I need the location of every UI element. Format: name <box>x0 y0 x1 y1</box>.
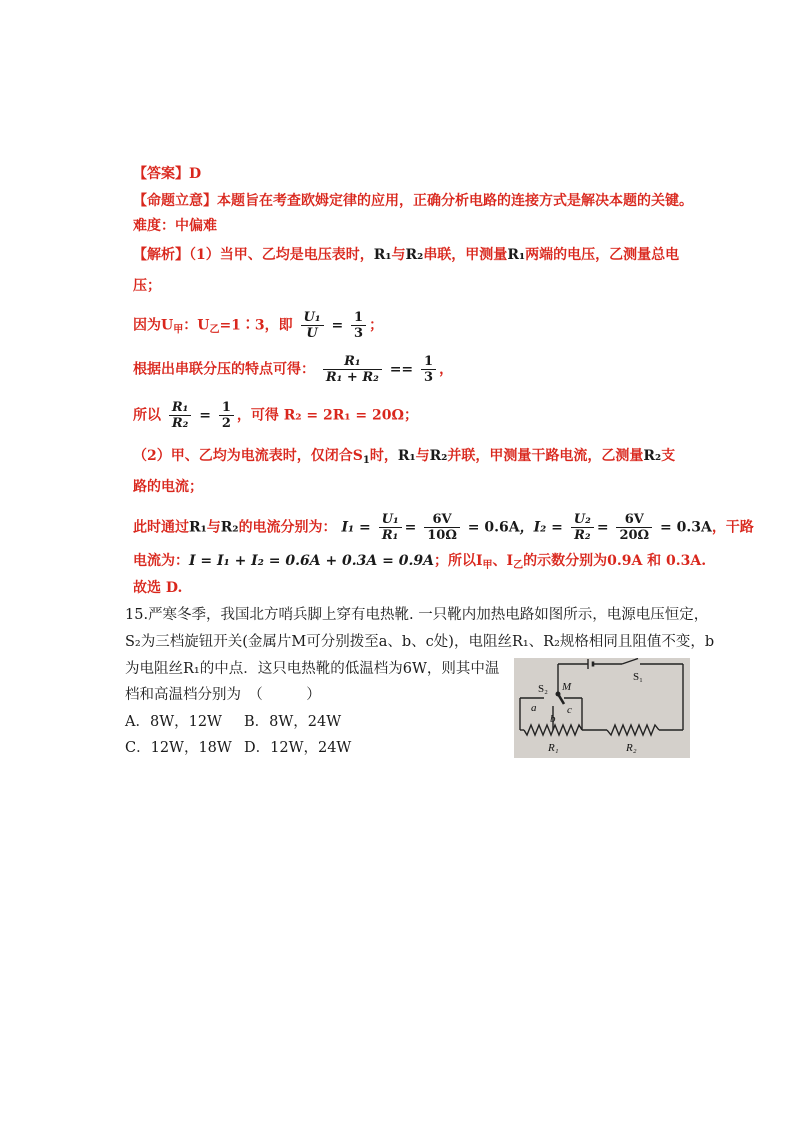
r1-symbol: R₁ <box>373 247 392 263</box>
resistor-r2 <box>607 725 659 735</box>
i1-equation: I₁ = <box>341 519 371 536</box>
label-b: b <box>550 713 556 725</box>
i2-value: = 0.3A <box>659 519 712 536</box>
fraction-numerator: R₁ <box>169 400 192 416</box>
i1-value: = 0.6A <box>467 519 520 536</box>
analysis-text: 支 <box>661 448 676 464</box>
fraction-denominator: 10Ω <box>427 528 457 543</box>
analysis-text: ； <box>369 317 384 334</box>
circuit-diagram <box>514 658 690 758</box>
analysis-text: 并联，甲测量干路电流，乙测量 <box>447 448 644 464</box>
part2-line-2 <box>133 477 203 497</box>
intent-line <box>133 191 693 211</box>
fraction-numerator: 6V <box>616 512 652 528</box>
label-m: M <box>562 681 572 693</box>
question-text: 为电阻丝R₁的中点．这只电热靴的低温档为6W，则其中温 <box>125 661 500 677</box>
label-a: a <box>531 702 537 714</box>
question-line-4 <box>125 684 321 706</box>
fraction-numerator: U₁ <box>379 512 402 528</box>
analysis-line-2 <box>133 276 161 296</box>
question-line-2 <box>125 631 714 653</box>
answer-label: 【答案】 <box>133 166 189 182</box>
fraction-r1-sum <box>323 354 382 385</box>
fraction-denominator: 2 <box>221 416 231 431</box>
part2-line-1: （2）甲、乙均为电流表时，仅闭合$S_1$时，R₁与R₂并联，甲测量干路电流，乙测量R₂支 <box>133 448 676 466</box>
analysis-label: 【解析】 <box>133 247 189 263</box>
answer-line <box>133 164 201 184</box>
subscript: 甲 <box>173 324 184 336</box>
analysis-text: ，干路 <box>711 519 754 536</box>
label-c: c <box>567 704 572 716</box>
fraction-numerator: U₁ <box>301 310 324 326</box>
fraction-denominator: R₂ <box>171 416 189 431</box>
fraction-numerator: 6V <box>424 512 460 528</box>
fraction-numerator: 1 <box>219 400 234 416</box>
analysis-text: 与 <box>391 247 406 263</box>
fraction-denominator: 3 <box>424 370 434 385</box>
fraction-denominator: R₂ <box>574 528 591 543</box>
option-c[interactable]: C．12W，18W <box>125 740 232 756</box>
fraction-denominator: 3 <box>354 326 364 341</box>
switch-pivot <box>556 692 561 697</box>
analysis-text: ：U <box>183 317 210 334</box>
analysis-text: 的电流分别为： <box>238 519 337 536</box>
analysis-text: 所以 <box>133 407 161 424</box>
subscript: 甲 <box>482 560 493 571</box>
intent-text: 本题旨在考查欧姆定律的应用，正确分析电路的连接方式是解决本题的关键。 <box>217 193 693 209</box>
analysis-text: 此时通过 <box>133 519 189 536</box>
fraction-denominator: U <box>306 326 318 341</box>
analysis-text: 因为U <box>133 317 174 334</box>
difficulty-text: 难度：中偏难 <box>133 218 217 234</box>
fraction-u2-r2 <box>571 512 594 543</box>
ratio-line <box>133 310 383 341</box>
equals-sign: == <box>389 361 414 378</box>
r1-symbol: R₁ <box>507 247 526 263</box>
analysis-text: 路的电流； <box>133 479 203 495</box>
subscript: 乙 <box>209 324 220 336</box>
label-s2: S₂ <box>538 683 548 695</box>
difficulty-line <box>133 216 217 236</box>
analysis-text: ，可得 R₂ = 2R₁ = 20Ω； <box>236 407 418 424</box>
r2-symbol: R₂ <box>220 519 239 536</box>
question-number: 15. <box>125 607 149 623</box>
fraction-denominator: R₁ + R₂ <box>325 370 379 385</box>
label-r2: R₂ <box>626 742 637 754</box>
total-current-line <box>133 551 706 576</box>
analysis-text: ；所以I <box>433 553 483 569</box>
r2-symbol: R₂ <box>429 448 448 464</box>
option-d[interactable]: D．12W，24W <box>244 740 352 756</box>
analysis-text: 两端的电压，乙测量总电 <box>525 247 680 263</box>
analysis-text: 串联，甲测量 <box>423 247 508 263</box>
fraction-one-third <box>351 310 366 341</box>
fraction-denominator: R₁ <box>381 528 399 543</box>
answer-value: D <box>189 166 202 182</box>
series-rule-line <box>133 354 453 385</box>
question-line-3 <box>125 658 499 680</box>
question-text: S₂为三档旋钮开关(金属片M可分别拨至a、b、c处)，电阻丝R₁、R₂规格相同且阻值不变，b <box>125 634 715 650</box>
fraction-numerator: 1 <box>421 354 436 370</box>
fraction-6v-10ohm <box>424 512 460 543</box>
option-a[interactable]: A．8W，12W <box>125 714 222 730</box>
option-b[interactable]: B．8W，24W <box>244 714 342 730</box>
fraction-denominator: 20Ω <box>619 528 650 543</box>
i2-equation: ，I₂ = <box>519 519 563 536</box>
analysis-text: 电流为： <box>133 553 189 569</box>
label-s1: S₁ <box>633 671 643 683</box>
fraction-numerator: U₂ <box>571 512 594 528</box>
analysis-text: 与 <box>206 519 221 536</box>
choose-text: 故选 D. <box>133 580 183 596</box>
circuit-svg <box>514 658 690 758</box>
fraction-numerator: R₁ <box>323 354 382 370</box>
analysis-text: ， <box>439 361 454 378</box>
question-text: 严寒冬季，我国北方哨兵脚上穿有电热靴. 一只靴内加热电路如图所示，电源电压恒定， <box>148 607 709 623</box>
analysis-text: 的示数分别为0.9A 和 0.3A. <box>523 553 707 569</box>
fraction-one-third-2 <box>421 354 436 385</box>
label-r1: R₁ <box>548 742 559 754</box>
analysis-text: =1∶3，即 <box>219 317 293 334</box>
total-current-equation: I = I₁ + I₂ = 0.6A + 0.3A = 0.9A <box>189 553 434 569</box>
fraction-u1-r1 <box>379 512 402 543</box>
so-line <box>133 400 418 431</box>
fraction-one-half <box>219 400 234 431</box>
analysis-text: （1）当甲、乙均是电压表时， <box>189 247 374 263</box>
analysis-line-1 <box>133 245 679 265</box>
r1-symbol: R₁ <box>189 519 207 536</box>
equals-sign: = <box>331 317 344 334</box>
analysis-text: 压； <box>133 278 161 294</box>
r2-symbol: R₂ <box>405 247 424 263</box>
analysis-text: 与 <box>415 448 430 464</box>
analysis-text: 时， <box>369 448 398 464</box>
choose-line <box>133 578 182 598</box>
switch-s1-blade <box>622 659 638 665</box>
intent-label: 【命题立意】 <box>133 193 217 209</box>
currents-line: 此时通过R₁与R₂的电流分别为： I₁ = $\frac{\text{U₁}}{\text{R₁}}$ = $\frac{6V}{10\Omega}$ = 0.6A，I₂ = $\frac{\text{U₂}}{\text{R₂}}$ = $\frac{6V}{20\Omega}$ = 0.3A，干路 <box>133 512 754 543</box>
subscript: 乙 <box>513 560 524 571</box>
analysis-text: （2）甲、乙均为电流表时，仅闭合S <box>133 448 363 464</box>
analysis-text: 、I <box>492 553 514 569</box>
analysis-text: 根据出串联分压的特点可得： <box>133 361 315 378</box>
question-line-1 <box>125 604 708 626</box>
equals-sign: = <box>199 407 211 424</box>
fraction-numerator: 1 <box>351 310 366 326</box>
fraction-u1-u <box>301 310 324 341</box>
fraction-r1-r2 <box>169 400 192 431</box>
question-text: 档和高温档分别为 （ ） <box>125 687 321 703</box>
r1-symbol: R₁ <box>397 448 416 464</box>
fraction-6v-20ohm <box>616 512 652 543</box>
r2-symbol: R₂ <box>643 448 662 464</box>
